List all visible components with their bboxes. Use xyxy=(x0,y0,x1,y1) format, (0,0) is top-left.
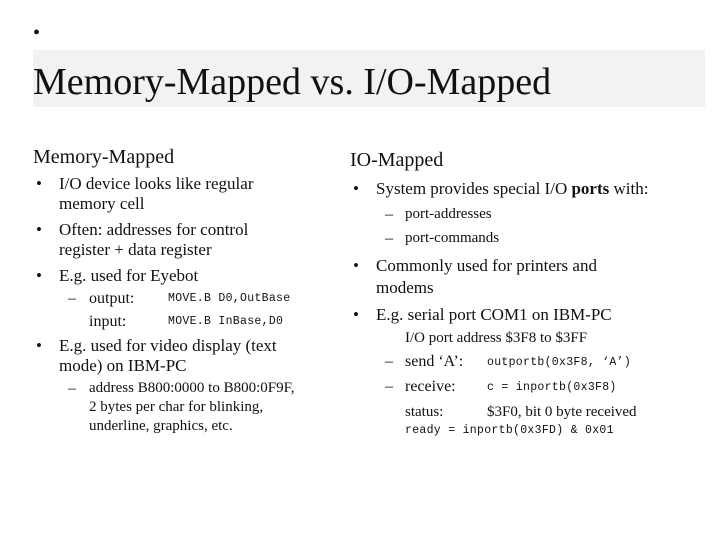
right-bullet-2: • xyxy=(353,256,359,275)
left-b4-line2: mode) on IBM-PC xyxy=(59,356,187,375)
left-b1-line2: memory cell xyxy=(59,194,145,213)
dash-address: – xyxy=(68,380,76,397)
left-b1-line1: I/O device looks like regular xyxy=(59,174,254,193)
send-label: send ‘A’: xyxy=(405,353,464,370)
port-addresses: port-addresses xyxy=(405,206,492,222)
ready-code: ready = inportb(0x3FD) & 0x01 xyxy=(405,424,614,437)
right-b1-ports: ports xyxy=(571,179,610,198)
memory-mapped-heading: Memory-Mapped xyxy=(33,146,175,168)
receive-code: c = inportb(0x3F8) xyxy=(487,381,617,394)
right-b1 xyxy=(376,179,648,199)
left-b4-line1: E.g. used for video display (text xyxy=(59,336,277,355)
bullet-1: • xyxy=(36,174,42,193)
left-b2-line1: Often: addresses for control xyxy=(59,220,249,239)
send-code: outportb(0x3F8, ‘A’) xyxy=(487,356,632,369)
io-mapped-heading: IO-Mapped xyxy=(350,149,444,171)
dash-port-commands: – xyxy=(385,230,393,247)
bullet-3: • xyxy=(36,266,42,285)
address-line2: 2 bytes per char for blinking, xyxy=(89,399,264,415)
status-text: $3F0, bit 0 byte received xyxy=(487,404,637,420)
dash-output: – xyxy=(68,290,76,307)
left-b2-line2: register + data register xyxy=(59,240,212,259)
right-bullet-1: • xyxy=(353,179,359,198)
slide-title: Memory-Mapped vs. I/O-Mapped xyxy=(33,61,552,103)
address-line3: underline, graphics, etc. xyxy=(89,418,233,434)
input-code: MOVE.B InBase,D0 xyxy=(168,315,284,328)
output-label: output: xyxy=(89,290,135,307)
address-line1: address B800:0000 to B800:0F9F, xyxy=(89,380,295,396)
receive-label: receive: xyxy=(405,378,456,395)
input-label: input: xyxy=(89,313,127,330)
left-b3: E.g. used for Eyebot xyxy=(59,266,199,285)
port-commands: port-commands xyxy=(405,230,500,246)
right-bullet-3: • xyxy=(353,305,359,324)
dash-port-addresses: – xyxy=(385,206,393,223)
output-code: MOVE.B D0,OutBase xyxy=(168,292,291,305)
right-b1-pre: System provides special I/O xyxy=(376,179,572,198)
bullet-4: • xyxy=(36,336,42,355)
port-address-range: I/O port address $3F8 to $3FF xyxy=(405,330,588,346)
right-b2-line1: Commonly used for printers and xyxy=(376,256,597,275)
dash-receive: – xyxy=(385,378,393,395)
status-label: status: xyxy=(405,404,444,420)
dash-send: – xyxy=(385,353,393,370)
right-b3: E.g. serial port COM1 on IBM-PC xyxy=(376,305,612,324)
right-b1-post: with: xyxy=(609,179,649,198)
corner-bullet: • xyxy=(33,22,41,44)
bullet-2: • xyxy=(36,220,42,239)
right-b2-line2: modems xyxy=(376,278,434,297)
